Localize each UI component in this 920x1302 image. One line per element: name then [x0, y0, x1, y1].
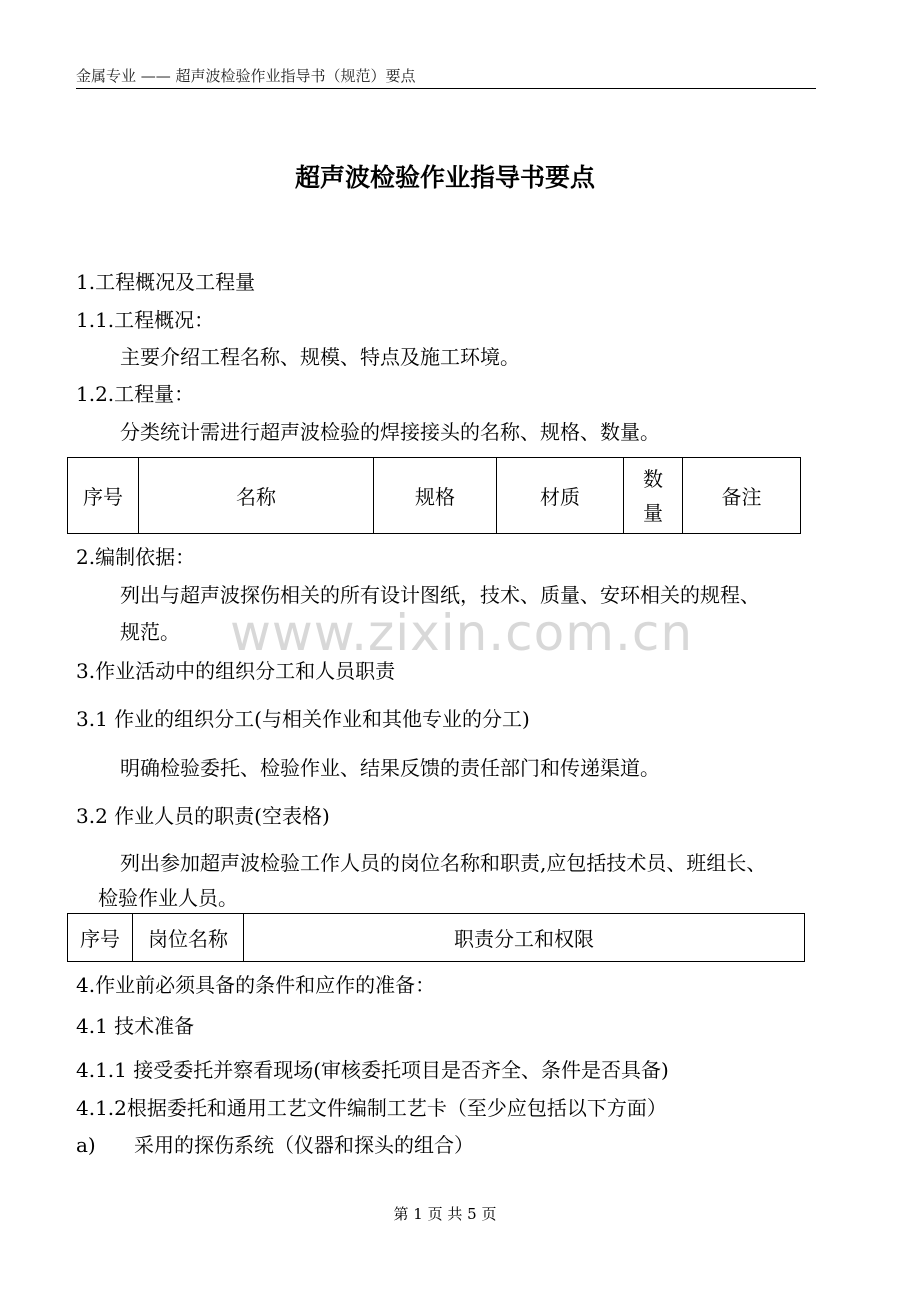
table-row [68, 914, 805, 962]
section-4-1-1-item: 4.1.1 接受委托并察看现场(审核委托项目是否齐全、条件是否具备) [76, 1058, 669, 1082]
section-2-heading: 2.编制依据： [76, 545, 196, 569]
section-1-heading: 1.工程概况及工程量 [76, 270, 256, 294]
table-header-cell: 规格 [374, 458, 497, 534]
table-header-cell: 岗位名称 [133, 914, 244, 962]
quantity-label-line-1: 数 [643, 466, 663, 491]
section-1-1-heading: 1.1.工程概况： [76, 308, 215, 332]
section-4-1-2-item: 4.1.2根据委托和通用工艺文件编制工艺卡（至少应包括以下方面） [76, 1096, 667, 1120]
list-item-a-label: a) [76, 1133, 96, 1157]
section-3-heading: 3.作业活动中的组织分工和人员职责 [76, 659, 396, 683]
page-header: 金属专业 —— 超声波检验作业指导书（规范）要点 [76, 66, 816, 89]
table-header-cell: 职责分工和权限 [244, 914, 805, 962]
table-row [68, 458, 801, 534]
list-item-a-text: 采用的探伤系统（仪器和探头的组合） [134, 1133, 474, 1157]
table-header-cell: 序号 [68, 458, 139, 534]
section-1-2-heading: 1.2.工程量： [76, 382, 195, 406]
section-3-2-body-line-2: 检验作业人员。 [98, 886, 238, 910]
quantity-table [67, 457, 801, 534]
duty-table [67, 913, 805, 962]
table-header-cell: 名称 [139, 458, 374, 534]
page-footer: 第 1 页 共 5 页 [393, 1205, 497, 1223]
watermark: www.zixin.com.cn [230, 604, 694, 662]
table-header-cell: 材质 [497, 458, 624, 534]
section-1-2-body: 分类统计需进行超声波检验的焊接接头的名称、规格、数量。 [120, 420, 660, 444]
section-3-1-body: 明确检验委托、检验作业、结果反馈的责任部门和传递渠道。 [120, 756, 660, 780]
table-header-cell: 序号 [68, 914, 133, 962]
section-4-1-heading: 4.1 技术准备 [76, 1014, 195, 1038]
table-header-cell-quantity [624, 458, 683, 534]
section-3-2-heading: 3.2 作业人员的职责(空表格) [76, 804, 330, 828]
section-3-2-body-line-1: 列出参加超声波检验工作人员的岗位名称和职责,应包括技术员、班组长、 [120, 851, 767, 875]
section-1-1-body: 主要介绍工程名称、规模、特点及施工环境。 [120, 345, 520, 369]
document-title: 超声波检验作业指导书要点 [294, 163, 595, 192]
section-2-body-line-2: 规范。 [120, 620, 180, 644]
table-header-cell: 备注 [683, 458, 801, 534]
quantity-label-line-2: 量 [643, 500, 663, 525]
section-2-body-line-1: 列出与超声波探伤相关的所有设计图纸，技术、质量、安环相关的规程、 [120, 583, 760, 607]
section-3-1-heading: 3.1 作业的组织分工(与相关作业和其他专业的分工) [76, 707, 530, 731]
section-4-heading: 4.作业前必须具备的条件和应作的准备： [76, 973, 436, 997]
